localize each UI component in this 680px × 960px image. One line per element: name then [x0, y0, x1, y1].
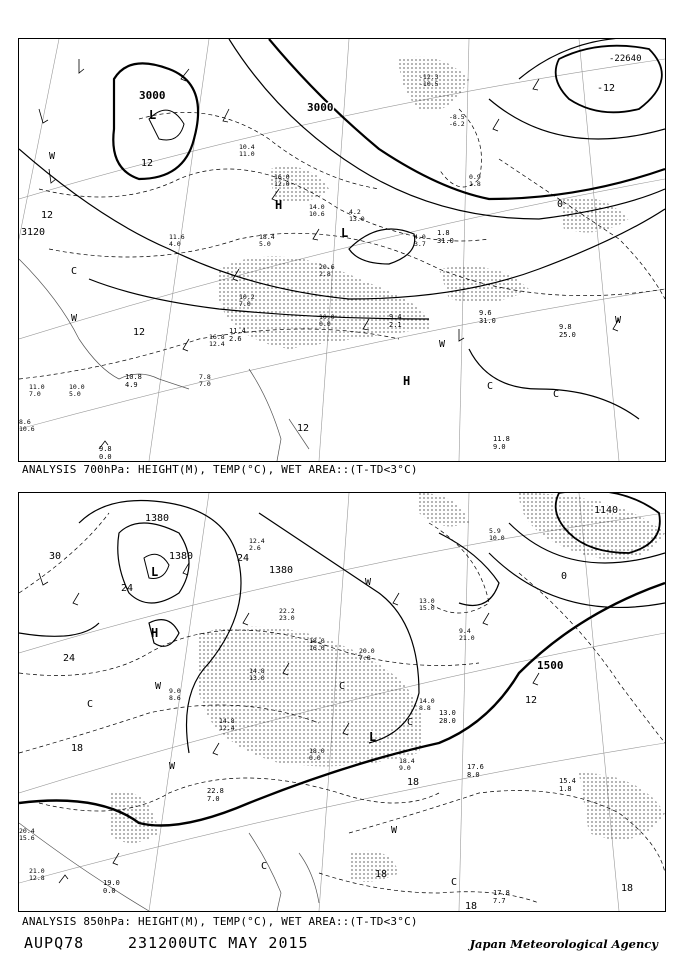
station-value: 8.0	[467, 771, 480, 779]
svg-text:10.6: 10.6	[19, 425, 35, 433]
svg-text:4.2: 4.2	[349, 208, 361, 216]
svg-text:7.0: 7.0	[239, 300, 251, 308]
low-center: L	[341, 226, 349, 240]
isotherm-label: 18	[621, 883, 634, 894]
isotherm-label: 0	[561, 571, 568, 582]
map-850-canvas	[19, 493, 665, 911]
svg-text:0.0: 0.0	[309, 754, 321, 762]
svg-text:12.4: 12.4	[249, 537, 265, 545]
cold-center: C	[553, 389, 560, 400]
svg-text:16.8: 16.8	[209, 333, 225, 341]
analysis-850hpa-map	[18, 492, 666, 912]
warm-center: W	[439, 339, 446, 350]
isotherm-label: 12	[141, 158, 154, 169]
svg-text:-6.2: -6.2	[449, 120, 465, 128]
svg-text:10.2: 10.2	[239, 293, 255, 301]
svg-text:18.4: 18.4	[399, 757, 415, 765]
isotherm-label: 12	[297, 423, 310, 434]
height-label: 3120	[21, 227, 46, 238]
svg-text:22.2: 22.2	[279, 607, 295, 615]
svg-text:0.9: 0.9	[469, 173, 481, 181]
svg-text:10.6: 10.6	[309, 210, 325, 218]
warm-center: W	[391, 825, 398, 836]
isotherm-label: 18	[71, 743, 84, 754]
svg-text:13.0: 13.0	[419, 597, 435, 605]
svg-text:18.0: 18.0	[309, 747, 325, 755]
station-plots-700	[19, 73, 481, 433]
station-value: 9.0	[493, 443, 506, 451]
svg-text:23.0: 23.0	[279, 614, 295, 622]
station-value: 11.8	[493, 435, 510, 443]
isotherm-label: -12	[597, 83, 616, 94]
cold-center: C	[261, 861, 268, 872]
isotherm-label: 18	[465, 901, 478, 911]
svg-text:0.0: 0.0	[319, 320, 331, 328]
station-value: 31.0	[437, 237, 454, 245]
isotherm-label: 24	[237, 553, 250, 564]
height-label: 3000	[307, 101, 334, 114]
svg-text:20.4: 20.4	[19, 827, 35, 835]
svg-text:2.8: 2.8	[319, 270, 331, 278]
svg-text:10.0: 10.0	[69, 383, 85, 391]
svg-text:10.0: 10.0	[489, 534, 505, 542]
warm-center: W	[71, 313, 78, 324]
svg-text:20.6: 20.6	[319, 263, 335, 271]
low-center: L	[151, 565, 159, 579]
svg-text:9.0: 9.0	[169, 687, 181, 695]
high-center: H	[151, 626, 159, 640]
wind-barbs-700	[39, 59, 619, 449]
station-value: 2.1	[389, 321, 402, 329]
high-center: H	[403, 374, 411, 388]
chart-id: AUPQ78	[24, 934, 85, 952]
svg-text:12.8: 12.8	[29, 874, 45, 882]
isotherm-label: 30	[49, 551, 62, 562]
svg-text:15.6: 15.6	[19, 834, 35, 842]
station-value: 7.7	[493, 897, 506, 905]
svg-text:14.8: 14.8	[219, 717, 235, 725]
station-value: 9.6	[479, 309, 492, 317]
isotherm-label: 24	[63, 653, 76, 664]
cold-center: C	[71, 266, 78, 277]
svg-text:13.0: 13.0	[249, 674, 265, 682]
station-value: 31.0	[479, 317, 496, 325]
svg-text:4.0: 4.0	[169, 240, 181, 248]
station-value: 13.0	[439, 709, 456, 717]
cold-center: C	[87, 699, 94, 710]
station-value: 9.8	[99, 445, 112, 453]
station-value: 10.8	[125, 373, 142, 381]
cold-center: C	[407, 717, 414, 728]
svg-text:7.8: 7.8	[199, 373, 211, 381]
svg-text:18.0: 18.0	[309, 637, 325, 645]
svg-text:14.0: 14.0	[419, 697, 435, 705]
station-value: 17.6	[467, 763, 484, 771]
svg-text:8.6: 8.6	[169, 694, 181, 702]
station-value: 11.4	[229, 327, 246, 335]
coastline-850	[19, 823, 319, 911]
isotherm-label: 18	[407, 777, 420, 788]
svg-text:-12.3: -12.3	[419, 73, 439, 81]
station-value: 7.0	[207, 795, 220, 803]
low-center: L	[149, 108, 157, 122]
svg-text:4.0: 4.0	[414, 233, 426, 241]
svg-text:8.8: 8.8	[419, 704, 431, 712]
svg-text:7.0: 7.0	[199, 380, 211, 388]
svg-text:9.4: 9.4	[459, 627, 471, 635]
svg-text:16.0: 16.0	[309, 644, 325, 652]
svg-text:5.0: 5.0	[69, 390, 81, 398]
svg-text:1.8: 1.8	[469, 180, 481, 188]
svg-text:12.0: 12.0	[274, 180, 290, 188]
isotherm-label: 0	[557, 199, 564, 210]
warm-center: W	[49, 151, 56, 162]
svg-text:15.0: 15.0	[419, 604, 435, 612]
svg-text:2.6: 2.6	[249, 544, 261, 552]
isotherm-label: 18	[375, 869, 388, 880]
svg-text:-10.5: -10.5	[419, 80, 439, 88]
svg-text:14.8: 14.8	[249, 667, 265, 675]
isotherm-label: 12	[525, 695, 538, 706]
svg-text:13.0: 13.0	[349, 215, 365, 223]
height-label: 1380	[269, 565, 294, 576]
svg-text:21.0: 21.0	[29, 867, 45, 875]
svg-text:10.0: 10.0	[319, 313, 335, 321]
svg-text:3.7: 3.7	[414, 240, 426, 248]
isotherm-label: 12	[41, 210, 54, 221]
height-label: 1380	[145, 513, 170, 524]
station-value: 2.6	[229, 335, 242, 343]
height-label: 1140	[594, 505, 619, 516]
svg-text:5.0: 5.0	[259, 240, 271, 248]
svg-text:10.4: 10.4	[239, 143, 255, 151]
svg-text:16.0: 16.0	[274, 173, 290, 181]
svg-text:9.0: 9.0	[399, 764, 411, 772]
height-label: 3000	[139, 89, 166, 102]
station-value: 25.0	[559, 331, 576, 339]
station-value: 22.8	[207, 787, 224, 795]
svg-text:-8.5: -8.5	[449, 113, 465, 121]
high-center: H	[275, 198, 283, 212]
warm-center: W	[169, 761, 176, 772]
warm-center: W	[615, 315, 622, 326]
panel-850-caption: ANALYSIS 850hPa: HEIGHT(M), TEMP(°C), WET AREA::(T-TD<3°C)	[22, 915, 418, 928]
station-value: 1.8	[559, 785, 572, 793]
cold-center: C	[487, 381, 494, 392]
svg-text:5.9: 5.9	[489, 527, 501, 535]
svg-text:12.4: 12.4	[219, 724, 235, 732]
warm-center: W	[365, 577, 372, 588]
height-label: 1500	[537, 659, 564, 672]
panel-700-caption: ANALYSIS 700hPa: HEIGHT(M), TEMP(°C), WET AREA::(T-TD<3°C)	[22, 463, 418, 476]
svg-text:21.0: 21.0	[459, 634, 475, 642]
station-value: 19.0	[103, 879, 120, 887]
valid-time: 231200UTC MAY 2015	[128, 934, 309, 952]
svg-text:11.0: 11.0	[29, 383, 45, 391]
station-value: 28.0	[439, 717, 456, 725]
svg-text:20.0: 20.0	[359, 647, 375, 655]
station-value: 0.0	[103, 887, 116, 895]
agency-credit: Japan Meteorological Agency	[469, 937, 658, 951]
svg-text:8.6: 8.6	[19, 418, 31, 426]
station-value: 9.4	[389, 313, 402, 321]
isotherm-label: 24	[121, 583, 134, 594]
map-700-canvas	[19, 39, 665, 461]
station-value: -22640	[609, 54, 642, 64]
svg-text:14.0: 14.0	[309, 203, 325, 211]
svg-text:7.8: 7.8	[359, 654, 371, 662]
isotherm-label: 12	[133, 327, 146, 338]
warm-center: W	[155, 681, 162, 692]
analysis-700hpa-map	[18, 38, 666, 462]
station-value: 15.4	[559, 777, 576, 785]
station-value: 0.0	[99, 453, 112, 461]
graticule-700	[19, 39, 665, 461]
svg-text:11.0: 11.0	[239, 150, 255, 158]
station-value: 1.8	[437, 229, 450, 237]
station-value: 9.8	[559, 323, 572, 331]
svg-text:18.4: 18.4	[259, 233, 275, 241]
cold-center: C	[451, 877, 458, 888]
station-value: 4.9	[125, 381, 138, 389]
station-value: 17.8	[493, 889, 510, 897]
svg-text:12.4: 12.4	[209, 340, 225, 348]
low-center: L	[369, 730, 377, 744]
height-label: 1380	[169, 551, 194, 562]
svg-text:7.0: 7.0	[29, 390, 41, 398]
cold-center: C	[339, 681, 346, 692]
svg-text:11.6: 11.6	[169, 233, 185, 241]
